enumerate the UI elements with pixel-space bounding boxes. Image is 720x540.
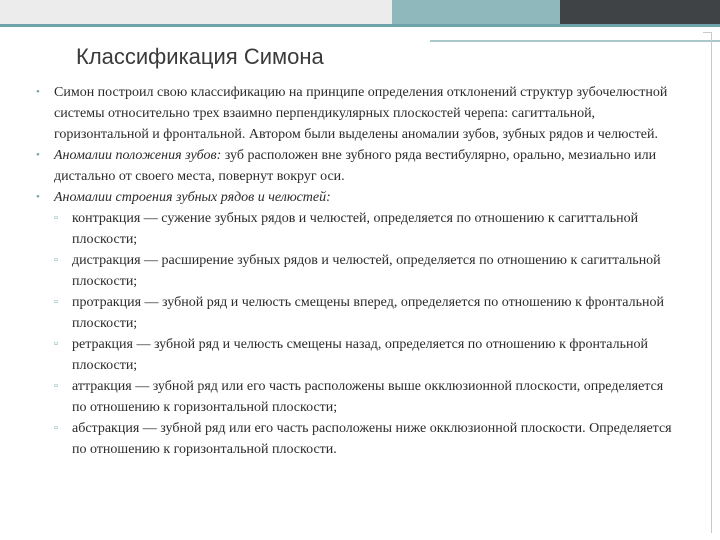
bullet-text: Симон построил свою классификацию на принципе определения отклонений структур зубочелюстной системы относительно трех взаимно перпендикулярных плоскостей черепа: сагиттальной, горизонтальной и фронтальной. Автором были выделены аномалии зубов, зубных рядов и челюстей. bbox=[54, 85, 668, 142]
sub-bullet-item: ▫ контракция — сужение зубных рядов и челюстей, определяется по отношению к сагиттальной плоскости; bbox=[54, 208, 674, 250]
slide-title: Классификация Симона bbox=[76, 44, 324, 69]
bullet-text: зуб расположен вне зубного ряда вестибулярно, орально, мезиально или дистально от своего места, повернут вокруг оси. bbox=[54, 148, 657, 184]
header-band-accent bbox=[392, 0, 560, 24]
bullet-item bbox=[34, 187, 674, 460]
bullet-lead: Аномалии строения зубных рядов и челюстей: bbox=[54, 190, 331, 205]
slide-body bbox=[34, 82, 674, 460]
title-rule bbox=[430, 40, 720, 42]
sub-bullet-item: ▫ ретракция — зубной ряд и челюсть смещены назад, определяется по отношению к фронтальной плоскости; bbox=[54, 334, 674, 376]
sub-bullet-item: ▫ абстракция — зубной ряд или его часть расположены ниже окклюзионной плоскости. Определяется по отношению к горизонтальной плоскости. bbox=[54, 418, 674, 460]
bullet-item bbox=[34, 82, 674, 145]
sub-bullet-list bbox=[54, 208, 674, 460]
bullet-list bbox=[34, 82, 674, 460]
sub-bullet-item: ▫ протракция — зубной ряд и челюсть смещены вперед, определяется по отношению к фронтальной плоскости; bbox=[54, 292, 674, 334]
slide-frame bbox=[703, 32, 712, 533]
header-band-dark bbox=[560, 0, 720, 24]
bullet-lead: Аномалии положения зубов: bbox=[54, 148, 222, 163]
header-band-left bbox=[0, 0, 392, 24]
sub-bullet-item: ▫ дистракция — расширение зубных рядов и челюстей, определяется по отношению к сагиттальной плоскости; bbox=[54, 250, 674, 292]
sub-bullet-item: ▫ аттракция — зубной ряд или его часть расположены выше окклюзионной плоскости, определяется по отношению к горизонтальной плоскости; bbox=[54, 376, 674, 418]
header-divider bbox=[0, 24, 720, 27]
bullet-item bbox=[34, 145, 674, 187]
